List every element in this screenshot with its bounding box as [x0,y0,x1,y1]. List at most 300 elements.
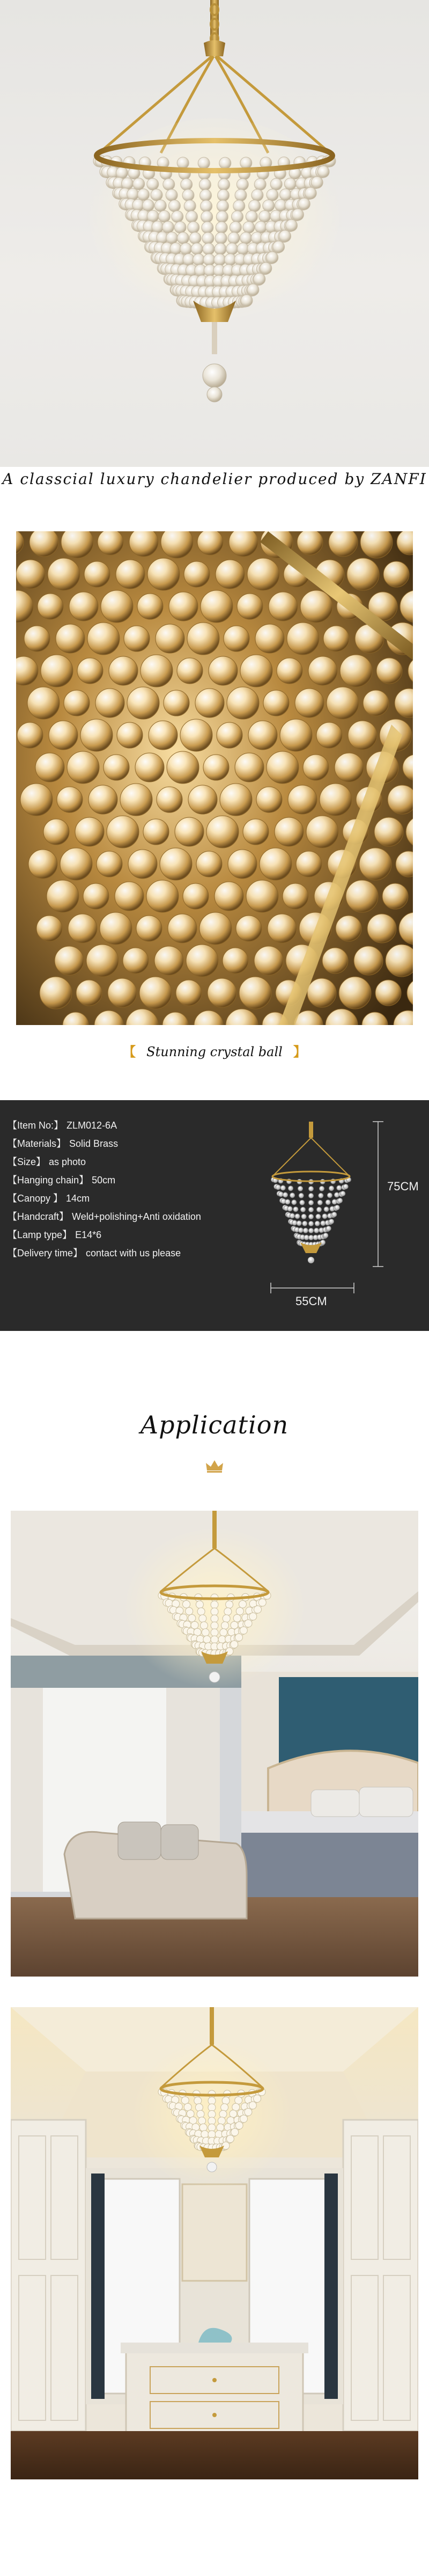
crystal-ball [143,819,169,845]
crystal-bead [252,189,263,201]
crystal-bead [211,1601,218,1608]
crystal-ball [348,721,377,750]
crystal-bead [116,167,128,179]
crystal-ball [164,690,189,716]
crystal-bead [315,1221,320,1226]
crystal-bead [168,200,180,212]
crystal-bead [142,200,154,211]
crystal-bead [329,1219,334,1224]
crystal-bead [217,2124,224,2131]
crystal-bead [292,1220,297,1225]
crystal-ball [20,784,53,816]
crystal-bead [303,1228,308,1233]
crystal-bead [240,1627,247,1634]
crystal-ball [168,914,197,943]
crystal-ball [135,753,164,782]
crystal-bead [324,1207,329,1212]
crystal-bead [211,1629,218,1636]
crystal-bead [304,1235,309,1240]
crystal-ball [35,753,64,782]
crystal-bead [283,1192,288,1197]
crystal-bead [180,243,192,255]
crystal-ball [246,880,278,912]
crystal-bead [158,210,170,222]
crystal-ball [139,977,172,1009]
crystal-bead [221,1622,229,1629]
crystal-ball [116,560,145,589]
crystal-ball [374,817,403,846]
crystal-ball [201,590,233,623]
spec-row-item-no [8,1116,254,1135]
crystal-bead [222,2097,230,2104]
crystal-bead [230,222,241,233]
crystal-bead [327,1193,332,1198]
crystal-bead [309,1235,314,1240]
crystal-bead [211,1622,218,1629]
spec-value: Solid Brass [69,1138,119,1149]
crystal-bead [127,188,139,200]
crystal-bead [309,1208,314,1212]
crystal-ball [376,658,402,684]
crystal-ball [228,850,257,879]
crystal-ball [103,755,129,780]
crystal-bead [273,241,285,253]
crystal-bead [202,232,214,244]
crystal-ball [367,914,396,943]
crystal-bead [226,1601,233,1608]
crystal-bead [201,1622,208,1629]
crystal-bead [218,1636,226,1643]
crystal-bead [231,1621,238,1629]
crystal-ball [303,755,329,780]
crystal-ball [183,883,209,909]
crystal-bead [218,189,230,201]
crystal-ball [124,626,150,652]
crystal-bead [270,178,282,190]
spec-value: 50cm [92,1175,116,1185]
caption-right-bracket: 】 [293,1044,306,1059]
crystal-ball [196,851,222,877]
bedroom-image [11,1511,418,1977]
crystal-bead [326,1200,330,1205]
crystal-ball [208,978,236,1007]
crystal-bead [177,232,189,244]
spec-row-handcraft [8,1208,254,1226]
crystal-ball [136,916,162,941]
crystal-ball [256,787,282,813]
crystal-bead [208,2111,216,2118]
crystal-bead [335,1192,339,1197]
crystal-bead [219,2110,227,2118]
crystal-bead [196,1601,203,1608]
crystal-bead [166,189,177,201]
crystal-bead [232,2103,240,2111]
closet-image [11,2007,418,2479]
crystal-ball [84,561,110,587]
crystal-ball [137,594,163,619]
crystal-ball [229,531,258,557]
crystal-bead [187,2110,194,2118]
crystal-bead [195,2104,203,2111]
tagline: A classcial luxury chandelier produced by ZANFI [2,470,427,488]
crystal-bead [245,1620,252,1627]
crystal-bead [199,179,211,191]
crystal-bead [297,1221,301,1226]
height-dimension-label: 75CM [387,1180,419,1193]
crystal-ball [187,623,219,655]
crystal-ball [129,531,158,557]
crystal-bead [290,1213,294,1218]
crystal-bead [287,1206,292,1211]
crystal-ball [363,690,389,716]
crystal-ball [115,882,144,911]
crystal-ball [359,848,391,880]
crystal-ball [275,817,304,846]
crystal-ball [109,656,138,685]
crystal-ball [306,816,338,848]
crystal-bead [309,1221,314,1226]
crystal-bead [320,1186,324,1191]
crystal-ball [77,658,103,684]
crystal-bead [220,1629,227,1636]
crystal-ball [147,558,180,590]
crystal-bead [226,2135,234,2143]
crystal-ball [29,531,58,557]
crystal-bead [222,2142,230,2149]
crystal-ball [167,751,199,784]
crystal-bead [226,1648,233,1655]
crystal-ball [227,687,259,719]
crystal-ball [260,848,292,880]
crystal-ball [117,722,143,748]
crystal-closeup-photo [16,531,413,1025]
crystal-bead [182,189,194,201]
crystal-ball [48,558,80,590]
crystal-bead [301,1207,306,1212]
crystal-ball [107,816,139,848]
crystal-ball [98,531,123,555]
crystal-bead [183,1600,190,1608]
crystal-ball [383,561,409,587]
spec-label: 【Canopy 】 [8,1193,63,1204]
crystal-bead [215,232,227,244]
crystal-bead [267,189,278,201]
crystal-bead [162,221,174,233]
crystal-bead [311,177,323,188]
crystal-bead [343,1184,348,1189]
crystal-bead [147,210,159,222]
crystal-ball [254,946,283,975]
crystal-bead [147,178,159,190]
dimension-diagram [263,1116,424,1315]
crystal-bead [193,254,205,266]
crystal-ball [295,689,324,718]
crystal-bead [286,219,298,231]
crystal-bead [309,1194,314,1198]
crystal-ball [354,946,383,975]
crystal-bead [279,230,291,242]
crystal-ball [300,590,332,623]
crystal-bead [154,200,166,211]
crystal-ball [283,883,308,909]
crystal-bead [278,1192,283,1197]
crystal-bead [201,211,213,223]
crystal-bead [197,1608,205,1615]
crystal-ball [36,916,62,941]
crystal-bead [223,1615,230,1622]
crystal-bead [285,1199,290,1204]
spec-value: 14cm [66,1193,90,1204]
crystal-ball [214,882,243,911]
crystal-ball [24,626,50,652]
crystal-ball [307,978,336,1007]
crystal-ball [177,658,203,684]
crystal-bead [241,295,253,306]
crystal-bead [181,179,193,191]
crystal-bead [191,243,203,255]
crystal-ball [76,980,102,1006]
crystal-ball [248,721,277,750]
crystal-bead [235,2097,242,2104]
crystal-bead [293,1207,298,1212]
crystal-bead [199,1615,206,1622]
crystal-bead [232,211,243,223]
crystal-ball [154,946,183,975]
spec-row-size [8,1153,254,1171]
crystal-bead [203,1636,211,1643]
crystal-bead [254,2095,261,2103]
spec-value: contact with us please [86,1248,181,1258]
crystal-bead [208,2097,216,2105]
crystal-ball [237,594,263,619]
crystal-bead [203,254,215,266]
crystal-bead [202,1629,209,1636]
crystal-bead [302,1221,307,1226]
crystal-bead [219,157,231,169]
crystal-bead [235,1634,243,1641]
spec-label: 【Materials】 [8,1138,66,1149]
crystal-ball [160,848,192,880]
crystal-ball [186,945,218,977]
crystal-ball [268,914,297,943]
crystal-bead [309,1201,314,1205]
crystal-ball [236,916,262,941]
crystal-bead [236,1607,243,1615]
crystal-bead [191,1621,198,1629]
crystal-bead [122,178,134,189]
crown-icon [205,1459,224,1474]
crystal-bead [332,1212,337,1217]
spec-value: E14*6 [75,1230,102,1240]
crystal-bead [200,189,212,201]
crystal-bead [263,200,275,211]
crystal-ball [69,592,98,621]
crystal-bead [317,166,329,178]
crystal-bead [208,2104,216,2111]
crystal-ball [323,626,349,652]
crystal-ball [329,531,358,557]
crystal-bead [322,1214,327,1219]
crystal-bead [240,2115,248,2123]
crystal-bead [186,1607,193,1615]
crystal-bead [337,1185,342,1190]
crystal-ball [156,624,184,653]
crystal-ball [336,916,361,941]
spec-value: ZLM012-6A [66,1120,117,1131]
crystal-bead [321,1240,326,1245]
crystal-bead [198,157,210,169]
crystal-ball [127,687,159,719]
application-title: Application [140,1410,289,1439]
crystal-bead [224,1608,232,1615]
spec-label: 【Handcraft】 [8,1211,69,1222]
crystal-bead [329,1186,334,1191]
crystal-ball [120,784,152,816]
crystal-ball [375,980,401,1006]
crystal-ball [68,914,97,943]
spec-row-canopy [8,1189,254,1208]
crystal-ball [175,817,204,846]
crystal-ball [346,880,378,912]
crystal-ball [296,851,322,877]
hero-product-photo [0,0,429,467]
crystal-bead [317,1207,322,1212]
crystal-ball [209,656,238,685]
crystal-bead [258,1599,266,1606]
spec-label: 【Hanging chain】 [8,1175,89,1185]
crystal-bead [138,189,150,201]
crystal-ball [255,624,284,653]
crystal-ball [382,883,408,909]
crystal-bead [163,179,175,191]
crystal-ball [56,624,85,653]
crystal-ball [27,687,60,719]
crystal-ball [75,817,104,846]
crystal-ball [140,655,173,687]
crystal-bead [247,284,259,296]
spec-value: as photo [49,1157,86,1167]
crystal-bead [218,2117,225,2125]
crystal-ball [123,948,149,974]
crystal-bead [184,200,196,212]
crystal-bead [218,179,230,191]
crystal-bead [240,157,252,169]
crystal-ball [388,785,413,814]
crystal-ball [17,722,43,748]
crystal-ball [16,560,45,589]
crystal-bead [194,2097,202,2104]
crystal-ball [206,816,239,848]
crystal-bead [280,189,292,201]
crystal-ball [128,850,157,879]
crystal-bead [249,200,261,212]
crystal-ball [269,592,298,621]
crystal-bead [172,211,183,223]
crystal-ball [40,977,72,1009]
crystal-bead [289,1186,293,1191]
crystal-ball [288,785,317,814]
crystal-ball [320,784,352,816]
spec-label: 【Size】 [8,1157,46,1167]
crystal-ball [197,531,223,555]
crystal-bead [259,210,271,222]
crystal-bead [240,232,252,244]
crystal-ball [203,755,229,780]
crystal-bead [214,243,226,255]
bedroom-application-photo [11,1511,418,1977]
crystal-ball [263,690,289,716]
crystal-bead [254,179,266,191]
spec-label: 【Lamp type】 [8,1230,72,1240]
crystal-bead [186,211,198,223]
crystal-bead [151,189,162,201]
crystal-bead [246,211,257,223]
crystal-bead [299,1193,304,1198]
crystal-bead [181,2097,189,2104]
crystal-bead [295,1214,300,1219]
crystal-ball [28,850,57,879]
crystal-ball [224,626,249,652]
crystal-bead [284,178,296,190]
spec-row-delivery-time [8,1244,254,1262]
crystal-bead [235,189,247,201]
crystal-ball [55,946,84,975]
crystal-ball [157,787,182,813]
crystal-ball [240,655,272,687]
crystal-bead [254,1606,262,1613]
crystal-bead [228,232,240,244]
crystal-ball [335,753,364,782]
crystal-bead [214,254,226,266]
crystal-bead [217,200,228,212]
crystal-bead [189,232,201,244]
crystal-bead [255,221,267,233]
crystal-ball [146,880,179,912]
caption-text: Stunning crystal ball [146,1044,283,1059]
crystal-bead [254,273,265,285]
crystal-ball [184,561,210,587]
crystal-ball [316,722,342,748]
crystal-bead [211,1615,218,1622]
crystal-bead [298,1186,303,1191]
crystal-ball [100,912,132,945]
crystal-bead [245,2109,252,2116]
crystal-ball [247,558,279,590]
crystal-bead [216,222,227,233]
crystal-bead [221,2104,228,2111]
crystal-bead [152,221,164,233]
specifications-panel [0,1100,429,1331]
crystal-ball [47,880,79,912]
crystal-ball [339,977,371,1009]
crystal-bead [198,2117,206,2125]
crystal-ball-image [16,531,413,1025]
crystal-ball [235,753,264,782]
crystal-bead [233,1614,241,1622]
crystal-ball [83,883,109,909]
crystal-bead [166,232,178,244]
crystal-bead [203,243,214,255]
crystal-bead [211,1608,218,1615]
crystal-ball [347,558,379,590]
closeup-caption [0,1041,429,1060]
crystal-bead [292,1200,297,1205]
crystal-ball [199,912,232,945]
crystal-ball [88,785,117,814]
spec-row-hanging-chain [8,1171,254,1189]
crystal-bead [319,1193,323,1198]
crystal-bead [301,1214,306,1219]
